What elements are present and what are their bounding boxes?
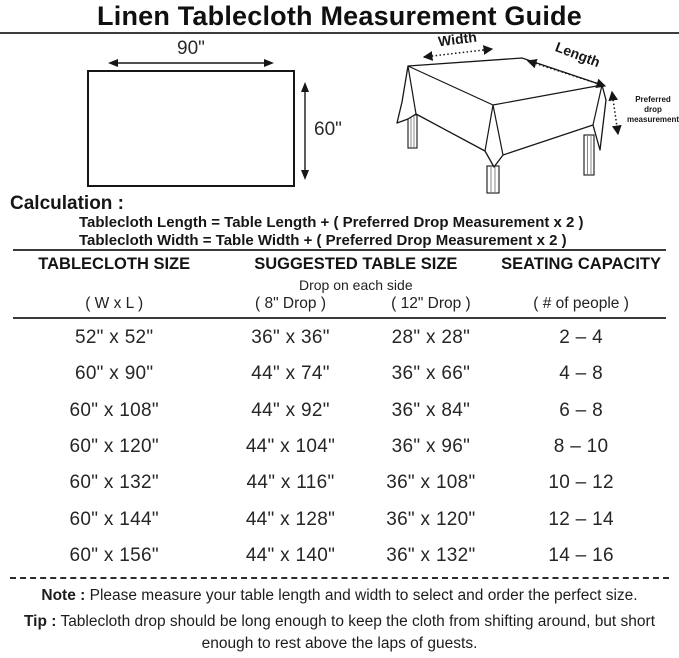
cell-12-drop: 36" x 96" [391, 435, 471, 457]
cell-tablecloth-size: 52" x 52" [74, 327, 154, 349]
cell-12-drop: 36" x 120" [386, 508, 476, 530]
cell-seating: 14 – 16 [548, 544, 614, 566]
col-header-tablecloth-size: TABLECLOTH SIZE [38, 255, 191, 273]
table-row [13, 356, 666, 392]
table-row [13, 465, 666, 501]
cell-12-drop: 36" x 66" [391, 363, 471, 385]
table-row [13, 320, 666, 356]
svg-text:drop: drop [644, 105, 662, 114]
table-row [13, 501, 666, 537]
tablecloth-shape [397, 58, 606, 167]
width-formula: Tablecloth Width = Table Width + ( Preferred Drop Measurement x 2 ) [79, 232, 567, 249]
cell-tablecloth-size: 60" x 156" [69, 544, 159, 566]
table-row [13, 393, 666, 429]
cell-seating: 10 – 12 [548, 472, 614, 494]
length-formula: Tablecloth Length = Table Length + ( Preferred Drop Measurement x 2 ) [79, 214, 584, 231]
cell-seating: 12 – 14 [548, 508, 614, 530]
table-header-row [13, 255, 666, 274]
drop-note-row [13, 277, 666, 293]
size-table-body [13, 320, 666, 574]
rect-width-dimension: 90" [177, 38, 205, 59]
cell-12-drop: 36" x 108" [386, 472, 476, 494]
drop-measurement-label [627, 95, 679, 124]
tablecloth-rectangle-diagram [87, 70, 295, 187]
cell-8-drop: 44" x 140" [245, 544, 336, 566]
subheader-12-drop: ( 12" Drop ) [391, 295, 471, 312]
col-header-seating-capacity: SEATING CAPACITY [501, 255, 661, 273]
cell-8-drop: 36" x 36" [251, 327, 330, 349]
dashed-divider [10, 577, 669, 579]
vertical-arrow-icon [299, 82, 311, 180]
drop-note: Drop on each side [298, 277, 413, 293]
cell-12-drop: 36" x 132" [386, 544, 476, 566]
note-label: Note : [41, 587, 86, 604]
tip-label: Tip : [23, 613, 57, 630]
note-text: Note : Please measure your table length and width to select and order the perfect size. [41, 587, 638, 604]
subheader-wxl: ( W x L ) [85, 295, 144, 312]
cell-seating: 8 – 10 [553, 435, 609, 457]
page-title: Linen Tablecloth Measurement Guide [97, 1, 582, 31]
header-divider [13, 317, 666, 319]
cell-8-drop: 44" x 74" [251, 363, 330, 385]
width-arrow-icon [424, 49, 492, 57]
length-label: Length [553, 38, 603, 71]
table-row [13, 429, 666, 465]
calculation-heading: Calculation : [10, 193, 125, 214]
svg-text:Preferred: Preferred [635, 95, 671, 104]
cell-tablecloth-size: 60" x 132" [69, 472, 159, 494]
cell-tablecloth-size: 60" x 144" [69, 508, 159, 530]
horizontal-arrow-icon [108, 57, 274, 69]
table-top-divider [13, 249, 666, 251]
col-header-suggested-table-size: SUGGESTED TABLE SIZE [254, 255, 458, 273]
subheader-8-drop: ( 8" Drop ) [255, 295, 326, 312]
cell-seating: 2 – 4 [559, 327, 603, 349]
drop-arrow-icon [612, 92, 618, 134]
table-row [13, 538, 666, 574]
cell-seating: 6 – 8 [559, 399, 603, 421]
width-label: Width [437, 28, 478, 50]
cell-seating: 4 – 8 [559, 363, 603, 385]
cell-8-drop: 44" x 104" [245, 435, 336, 457]
draped-table-illustration [372, 28, 679, 200]
table-subheader-row [13, 295, 666, 313]
cell-tablecloth-size: 60" x 120" [69, 435, 159, 457]
cell-8-drop: 44" x 92" [251, 399, 330, 421]
cell-8-drop: 44" x 116" [246, 472, 335, 494]
cell-tablecloth-size: 60" x 90" [74, 363, 154, 385]
cell-tablecloth-size: 60" x 108" [69, 399, 159, 421]
tip-text: Tip : Tablecloth drop should be long enough to keep the cloth from shifting around, but short enough to rest above the laps of guests. [23, 613, 656, 652]
svg-text:measurement: measurement [626, 115, 679, 124]
cell-12-drop: 28" x 28" [391, 327, 471, 349]
subheader-people: ( # of people ) [533, 295, 629, 312]
cell-8-drop: 44" x 128" [245, 508, 336, 530]
rect-height-dimension: 60" [314, 119, 342, 140]
cell-12-drop: 36" x 84" [391, 399, 471, 421]
